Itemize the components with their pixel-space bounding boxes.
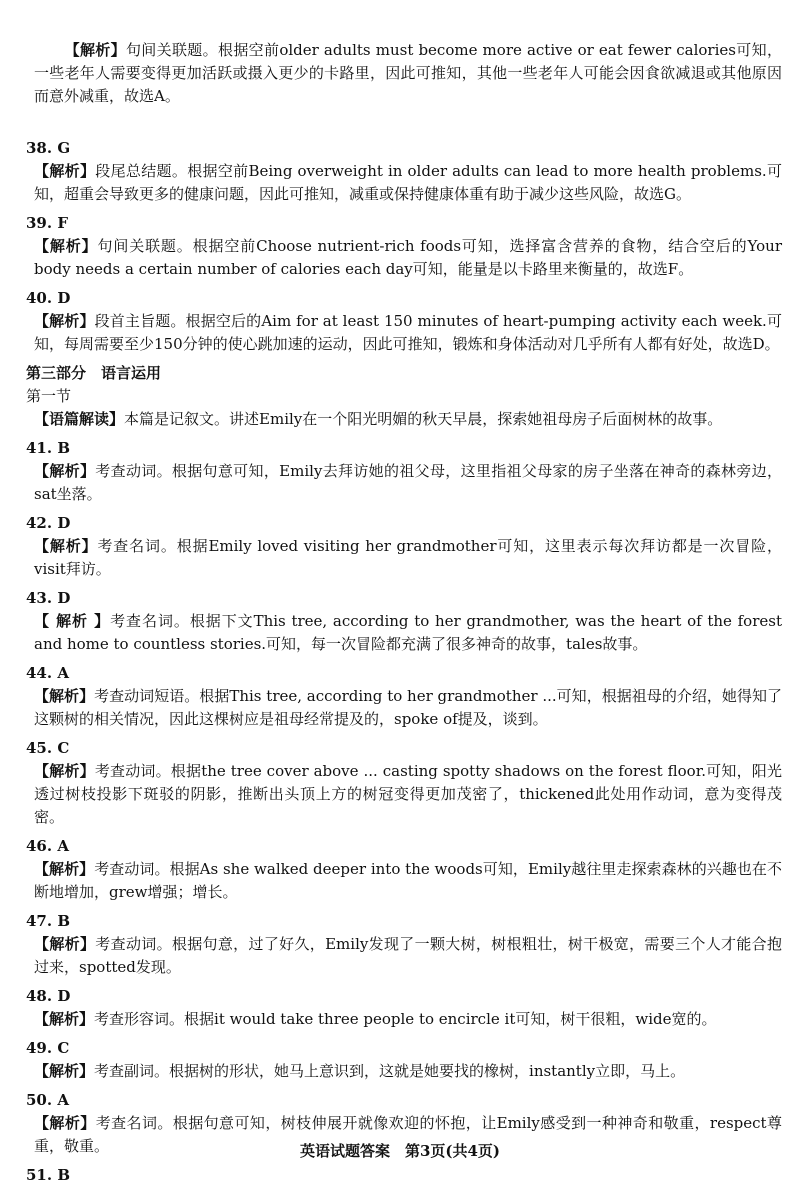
analysis-41 bbox=[34, 460, 782, 506]
analysis-39 bbox=[34, 235, 787, 281]
subsection-heading: 第一节 bbox=[26, 387, 72, 405]
analysis-text: 段首主旨题。根据空后的Aim for at least 150 minutes of heart-pumping activity each week.可知，每周需要至少150分钟的使心跳加速的运动，因此可推知，锻炼和身体活动对几乎所有人都有好处，故选D。 bbox=[34, 312, 782, 353]
answer-50: 50. A bbox=[26, 1091, 69, 1109]
analysis-42 bbox=[34, 535, 782, 581]
answers-38-40 bbox=[26, 137, 787, 356]
section-heading: 第三部分 语言运用 bbox=[26, 364, 162, 382]
analysis-40 bbox=[34, 310, 782, 356]
analysis-tag: 【解析】 bbox=[34, 1114, 96, 1132]
answer-49: 49. C bbox=[26, 1039, 70, 1057]
analysis-44 bbox=[34, 685, 782, 731]
answer-39: 39. F bbox=[26, 214, 68, 232]
analysis-text: 考查动词短语。根据This tree, according to her grandmother ...可知，根据祖母的介绍，她得知了这颗树的相关情况，因此这棵树应是祖母经常提及的，spoke of提及，谈到。 bbox=[34, 687, 782, 728]
answer-51: 51. B bbox=[26, 1166, 70, 1184]
analysis-tag: 【解析】 bbox=[34, 687, 95, 705]
analysis-tag: 【解析】 bbox=[34, 1010, 95, 1028]
analysis-tag: 【解析】 bbox=[34, 762, 95, 780]
analysis-tag: 【解析】 bbox=[34, 935, 96, 953]
analysis-48 bbox=[34, 1008, 782, 1031]
answer-45: 45. C bbox=[26, 739, 70, 757]
answer-47: 47. B bbox=[26, 912, 70, 930]
analysis-tag: 【解析】 bbox=[34, 237, 98, 255]
answers-41-50 bbox=[26, 437, 787, 1158]
analysis-text: 考查动词。根据句意，过了好久，Emily发现了一颗大树，树根粗壮，树干极宽，需要三个人才能合抱过来，spotted发现。 bbox=[34, 935, 782, 976]
reading-summary bbox=[34, 408, 782, 431]
content bbox=[26, 16, 787, 1187]
analysis-tag: 【解析】 bbox=[64, 41, 126, 59]
analysis-text: 句间关联题。根据空前older adults must become more active or eat fewer calories可知，一些老年人需要变得更加活跃或摄入更少的卡路里，因此可推知，其他一些老年人可能会因食欲减退或其他原因而意外减重，故选A。 bbox=[34, 41, 782, 105]
reading-text: 本篇是记叙文。讲述Emily在一个阳光明媚的秋天早晨，探索她祖母房子后面树林的故事。 bbox=[124, 410, 723, 428]
analysis-tag: 【 解析 】 bbox=[34, 612, 111, 630]
answer-42: 42. D bbox=[26, 514, 71, 532]
page-footer: 英语试题答案 第3页(共4页) bbox=[299, 1142, 501, 1160]
analysis-text: 考查名词。根据Emily loved visiting her grandmother可知，这里表示每次拜访都是一次冒险，visit拜访。 bbox=[34, 537, 782, 578]
analysis-text: 考查动词。根据the tree cover above ... casting spotty shadows on the forest floor.可知，阳光透过树枝投影下斑驳的阴影，推断出头顶上方的树冠变得更加茂密了，thickened此处用作动词，意为变得茂密。 bbox=[34, 762, 782, 826]
analysis-46 bbox=[34, 858, 782, 904]
analysis-tag: 【解析】 bbox=[34, 860, 95, 878]
analysis-text: 考查动词。根据句意可知，Emily去拜访她的祖父母，这里指祖父母家的房子坐落在神奇的森林旁边，sat坐落。 bbox=[34, 462, 782, 503]
analysis-text: 句间关联题。根据空前Choose nutrient-rich foods可知，选择富含营养的食物，结合空后的Your body needs a certain number of calories each day可知，能量是以卡路里来衡量的，故选F。 bbox=[34, 237, 787, 278]
answer-43: 43. D bbox=[26, 589, 71, 607]
analysis-37 bbox=[34, 16, 782, 131]
analysis-tag: 【解析】 bbox=[34, 537, 98, 555]
analysis-43 bbox=[34, 610, 787, 656]
answer-44: 44. A bbox=[26, 664, 69, 682]
analysis-text: 考查名词。根据下文This tree, according to her grandmother, was the heart of the forest and home to countless stories.可知，每一次冒险都充满了很多神奇的故事，tales故事。 bbox=[34, 612, 787, 653]
analysis-tag: 【解析】 bbox=[34, 1062, 95, 1080]
analysis-tag: 【解析】 bbox=[34, 312, 95, 330]
analysis-tag: 【解析】 bbox=[34, 162, 96, 180]
analysis-text: 段尾总结题。根据空前Being overweight in older adults can lead to more health problems.可知，超重会导致更多的健康问题，因此可推知，减重或保持健康体重有助于减少这些风险，故选G。 bbox=[34, 162, 782, 203]
analysis-47 bbox=[34, 933, 782, 979]
analysis-text: 考查副词。根据树的形状，她马上意识到，这就是她要找的橡树，instantly立即，马上。 bbox=[94, 1062, 686, 1080]
analysis-text: 考查动词。根据As she walked deeper into the woods可知，Emily越往里走探索森林的兴趣也在不断地增加，grew增强；增长。 bbox=[34, 860, 782, 901]
answer-40: 40. D bbox=[26, 289, 71, 307]
answer-46: 46. A bbox=[26, 837, 69, 855]
reading-tag: 【语篇解读】 bbox=[34, 410, 125, 428]
analysis-38 bbox=[34, 160, 782, 206]
analysis-tag: 【解析】 bbox=[34, 462, 96, 480]
analysis-text: 考查形容词。根据it would take three people to encircle it可知，树干很粗，wide宽的。 bbox=[94, 1010, 717, 1028]
answer-38: 38. G bbox=[26, 139, 71, 157]
analysis-45 bbox=[34, 760, 782, 829]
analysis-text: 考查名词。根据句意可知，树枝伸展开就像欢迎的怀抱，让Emily感受到一种神奇和敬重，respect尊重，敬重。 bbox=[34, 1114, 782, 1155]
analysis-49 bbox=[34, 1060, 782, 1083]
answer-41: 41. B bbox=[26, 439, 70, 457]
answer-48: 48. D bbox=[26, 987, 71, 1005]
